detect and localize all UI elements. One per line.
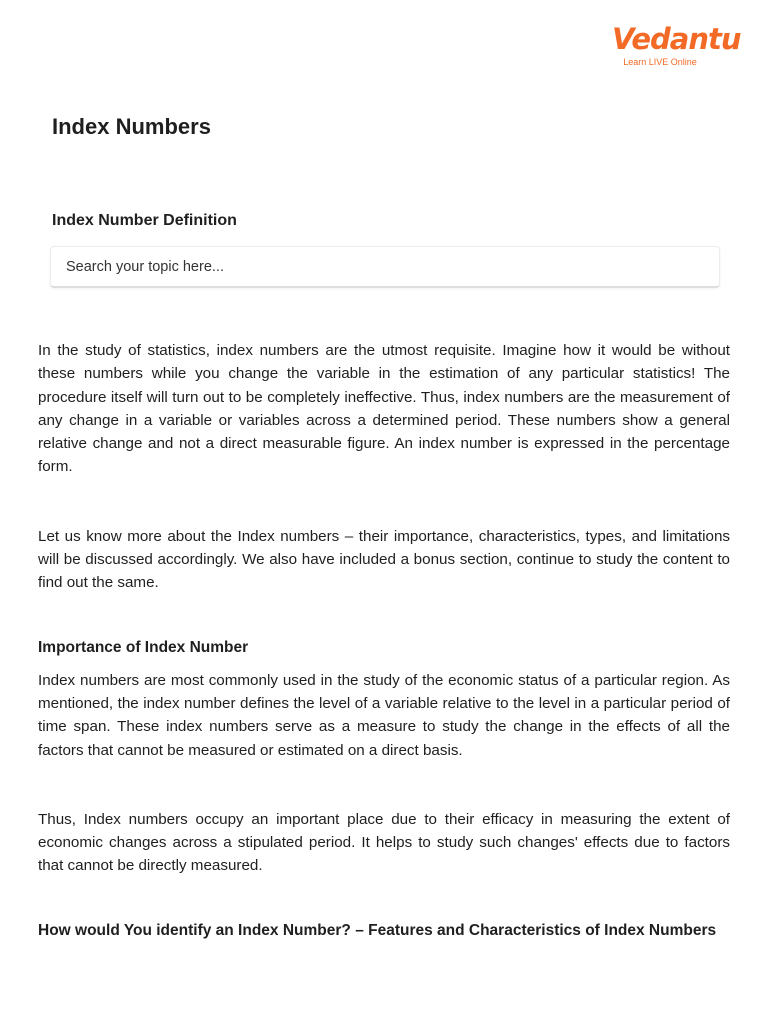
page-title: Index Numbers: [52, 114, 211, 139]
importance-heading: Importance of Index Number: [38, 638, 249, 656]
intro-paragraph: In the study of statistics, index numbers are the utmost requisite. Imagine how it would be without these numbers while you change the variable in the estimation of any particular statistics! The procedure itself will turn out to be completely ineffective. Thus, index numbers are the measurement of any change in a variable or variables across a determined period. These numbers show a general relative change and not a direct measurable figure. An index number is expressed in the percentage form.: [38, 342, 730, 476]
importance-paragraph: Index numbers are most commonly used in the study of the economic status of a particular region. As mentioned, the index number defines the level of a variable relative to the level in a particular period of time span. These index numbers serve as a measure to study the change in the effects of all the factors that cannot be measured or estimated on a direct basis.: [38, 671, 730, 759]
brand-logo[interactable]: [612, 22, 741, 68]
section-label: Index Number Definition: [52, 212, 237, 229]
overview-paragraph: Let us know more about the Index numbers – their importance, characteristics, types, and limitations will be discussed accordingly. We also have included a bonus section, continue to study the content to find out the same.: [38, 527, 730, 592]
brand-tagline: Learn LIVE Online: [623, 57, 697, 67]
search-box[interactable]: [50, 246, 720, 288]
search-input[interactable]: [51, 247, 719, 286]
features-heading: How would You identify an Index Number? – Features and Characteristics of Index Numbers: [38, 921, 717, 939]
importance-paragraph: Thus, Index numbers occupy an important place due to their efficacy in measuring the extent of economic changes across a stipulated period. It helps to study such changes' effects due to factors that cannot be directly measured.: [38, 810, 730, 875]
brand-wordmark: Vedantu: [612, 22, 741, 56]
article-body: [38, 339, 730, 943]
